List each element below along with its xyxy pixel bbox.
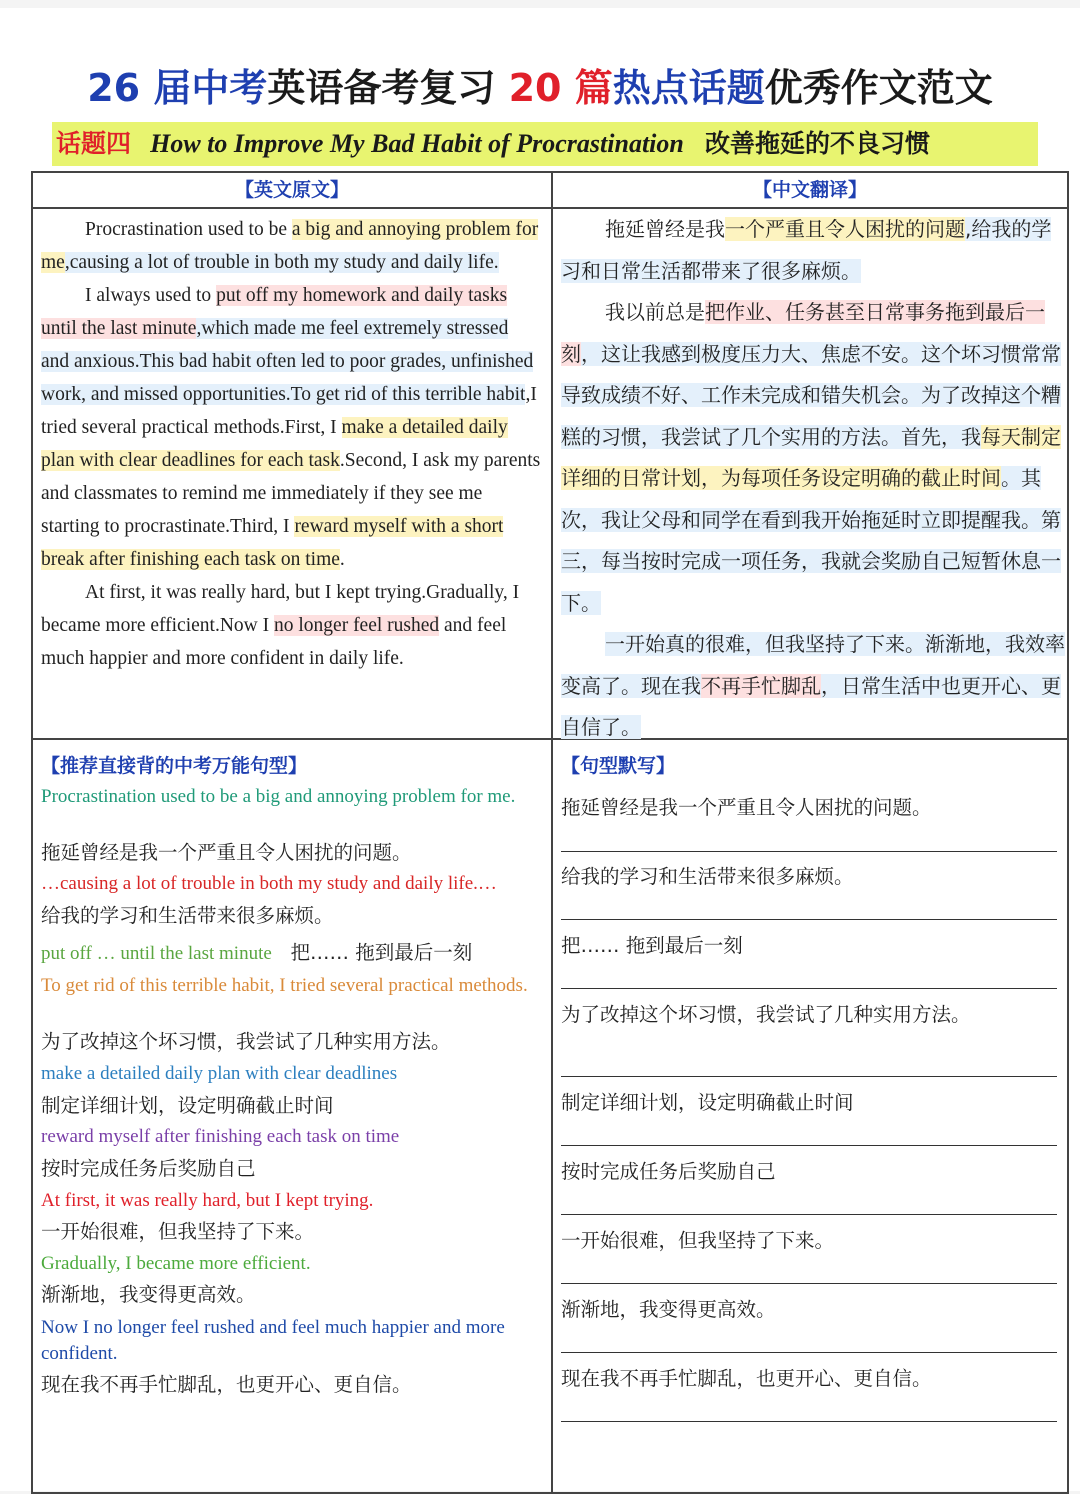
pattern-cn-8: 渐渐地，我变得更高效。 (41, 1283, 256, 1306)
highlight-phrase: make a detailed daily plan with clear deadlines for each task (41, 417, 508, 471)
highlight-phrase: ,causing a lot of trouble in both my study and daily life. (64, 252, 499, 273)
dictation-prompt-8: 渐渐地，我变得更高效。 (561, 1298, 776, 1321)
title-part-4: 热点话题 (612, 66, 765, 110)
essay-en-paragraph-2 (41, 279, 541, 576)
pattern-cn-4: 为了改掉这个坏习惯，我尝试了几种实用方法。 (41, 1030, 451, 1053)
pattern-cn-1: 拖延曾经是我一个严重且令人困扰的问题。 (41, 841, 412, 864)
text-run: 拖延曾经是我 (605, 217, 725, 241)
highlight-phrase: ，日常生活中也更开心、更自信了。 (561, 673, 1061, 739)
highlight-phrase: ，这让我感到极度压力大、焦虑不安。这个坏习惯常常导致成绩不好、工作未完成和错失机会。为了改掉这个糟糕的习惯，我尝试了几个实用的方法。首先，我 (561, 341, 1061, 449)
dictation-blank-4[interactable] (561, 1076, 1057, 1077)
text-run: . (339, 549, 345, 570)
dictation-prompt-1: 拖延曾经是我一个严重且令人困扰的问题。 (561, 796, 932, 819)
dictation-blank-7[interactable] (561, 1283, 1057, 1284)
dictation-prompt-2: 给我的学习和生活带来很多麻烦。 (561, 865, 854, 888)
essay-en-paragraph-3 (41, 576, 541, 675)
pattern-en-8: Gradually, I became more efficient. (41, 1253, 311, 1274)
main-title (0, 58, 1080, 118)
highlight-phrase: 一个严重且令人困扰的问题 (725, 217, 965, 241)
text-run: Procrastination used to be (85, 219, 292, 240)
worksheet-page (0, 8, 1080, 1491)
pattern-en-1: Procrastination used to be a big and annoying problem for me. (41, 786, 516, 807)
topic-bar (52, 122, 1038, 166)
highlight-phrase: no longer feel rushed (274, 615, 440, 636)
dictation-blank-1[interactable] (561, 851, 1057, 852)
highlight-phrase: 一开始真的很难，但我坚持了下来。渐渐地，我效率变高了。现在我 (561, 632, 1065, 698)
pattern-en-3: put off … until the last minute (41, 943, 272, 964)
dictation-blank-5[interactable] (561, 1145, 1057, 1146)
dictation-prompt-5: 制定详细计划，设定明确截止时间 (561, 1091, 854, 1114)
dictation-blank-8[interactable] (561, 1352, 1057, 1353)
dictation-blank-9[interactable] (561, 1421, 1057, 1422)
highlight-phrase: a big and annoying problem for me (41, 219, 539, 273)
pattern-cn-7: 一开始很难，但我坚持了下来。 (41, 1220, 315, 1243)
pattern-en-5: make a detailed daily plan with clear deadlines (41, 1063, 398, 1084)
chinese-translation-header: 【中文翻译】 (752, 179, 867, 201)
english-essay (41, 213, 541, 675)
dictation-header: 【句型默写】 (561, 755, 676, 777)
pattern-cn-6: 按时完成任务后奖励自己 (41, 1157, 256, 1180)
highlight-phrase: reward myself with a short break after finishing each task on time (41, 516, 504, 570)
highlight-phrase: ,which made me feel extremely stressed and anxious.This bad habit often led to poor grades, unfinished work, and missed opportunities.To get rid of this terrible habit (41, 318, 534, 405)
title-part-3: 20 篇 (508, 66, 613, 110)
pattern-cn-9: 现在我不再手忙脚乱，也更开心、更自信。 (41, 1373, 412, 1396)
dictation-blank-6[interactable] (561, 1214, 1057, 1215)
topic-label: 话题四 (56, 129, 132, 158)
text-run: .Second, I ask my parents and classmates to remind me immediately if they see me starting to procrastinate.Third, I (41, 450, 541, 537)
text-run: and feel much happier and more confident in daily life. (41, 615, 507, 669)
pattern-cn-5: 制定详细计划，设定明确截止时间 (41, 1094, 334, 1117)
title-part-2: 英语备考复习 (267, 66, 496, 110)
essay-cn-paragraph-2 (561, 292, 1065, 624)
highlight-phrase: ,给我的学习和日常生活都带来了很多麻烦。 (561, 217, 1052, 283)
essay-cn-paragraph-3 (561, 624, 1065, 749)
highlight-phrase: 每天制定详细的日常计划，为每项任务设定明确的截止时间 (561, 424, 1061, 490)
content-grid (31, 171, 1069, 1494)
text-run: I always used to (85, 285, 217, 306)
pattern-en-9: Now I no longer feel rushed and feel much happier and more confident. (41, 1317, 505, 1364)
text-run: ,I tried several practical methods.First, I (41, 384, 537, 438)
chinese-translation (561, 209, 1065, 749)
dictation-prompt-9: 现在我不再手忙脚乱，也更开心、更自信。 (561, 1367, 932, 1390)
topic-english-title: How to Improve My Bad Habit of Procrastination (150, 129, 684, 158)
essay-en-paragraph-1 (41, 213, 541, 279)
title-part-1: 26 届中考 (87, 66, 268, 110)
text-run: 我以前总是 (605, 300, 705, 324)
pattern-en-7: At first, it was really hard, but I kept trying. (41, 1190, 374, 1211)
pattern-en-4: To get rid of this terrible habit, I tried several practical methods. (41, 975, 528, 996)
pattern-cn-2: 给我的学习和生活带来很多麻烦。 (41, 904, 334, 927)
patterns-header: 【推荐直接背的中考万能句型】 (41, 755, 308, 777)
dictation-prompt-7: 一开始很难，但我坚持了下来。 (561, 1229, 835, 1252)
pattern-cn-3: 把…… 拖到最后一刻 (290, 941, 473, 964)
text-run: At first, it was really hard, but I kept trying.Gradually, I became more efficient.Now I (41, 582, 520, 636)
dictation-prompt-4: 为了改掉这个坏习惯，我尝试了几种实用方法。 (561, 1003, 971, 1026)
highlight-phrase: put off my homework and daily tasks until the last minute (41, 285, 508, 339)
pattern-en-6: reward myself after finishing each task on time (41, 1126, 400, 1147)
dictation-blank-2[interactable] (561, 919, 1057, 920)
pattern-en-2: …causing a lot of trouble in both my study and daily life.… (41, 873, 497, 894)
dictation-blank-3[interactable] (561, 988, 1057, 989)
dictation-prompt-3: 把…… 拖到最后一刻 (561, 934, 743, 957)
title-part-5: 优秀作文范文 (764, 66, 993, 110)
column-divider (551, 173, 553, 1492)
english-original-header: 【英文原文】 (234, 179, 349, 201)
pattern-row-3 (41, 940, 551, 967)
topic-chinese-title: 改善拖延的不良习惯 (704, 129, 930, 158)
dictation-prompt-6: 按时完成任务后奖励自己 (561, 1160, 776, 1183)
highlight-phrase: 把作业、任务甚至日常事务拖到最后一刻 (561, 300, 1045, 366)
highlight-phrase: 不再手忙脚乱 (701, 673, 821, 698)
highlight-phrase: 。其次，我让父母和同学在看到我开始拖延时立即提醒我。第三，每当按时完成一项任务，我就会奖励自己短暂休息一下。 (561, 466, 1061, 615)
essay-cn-paragraph-1 (561, 209, 1065, 292)
